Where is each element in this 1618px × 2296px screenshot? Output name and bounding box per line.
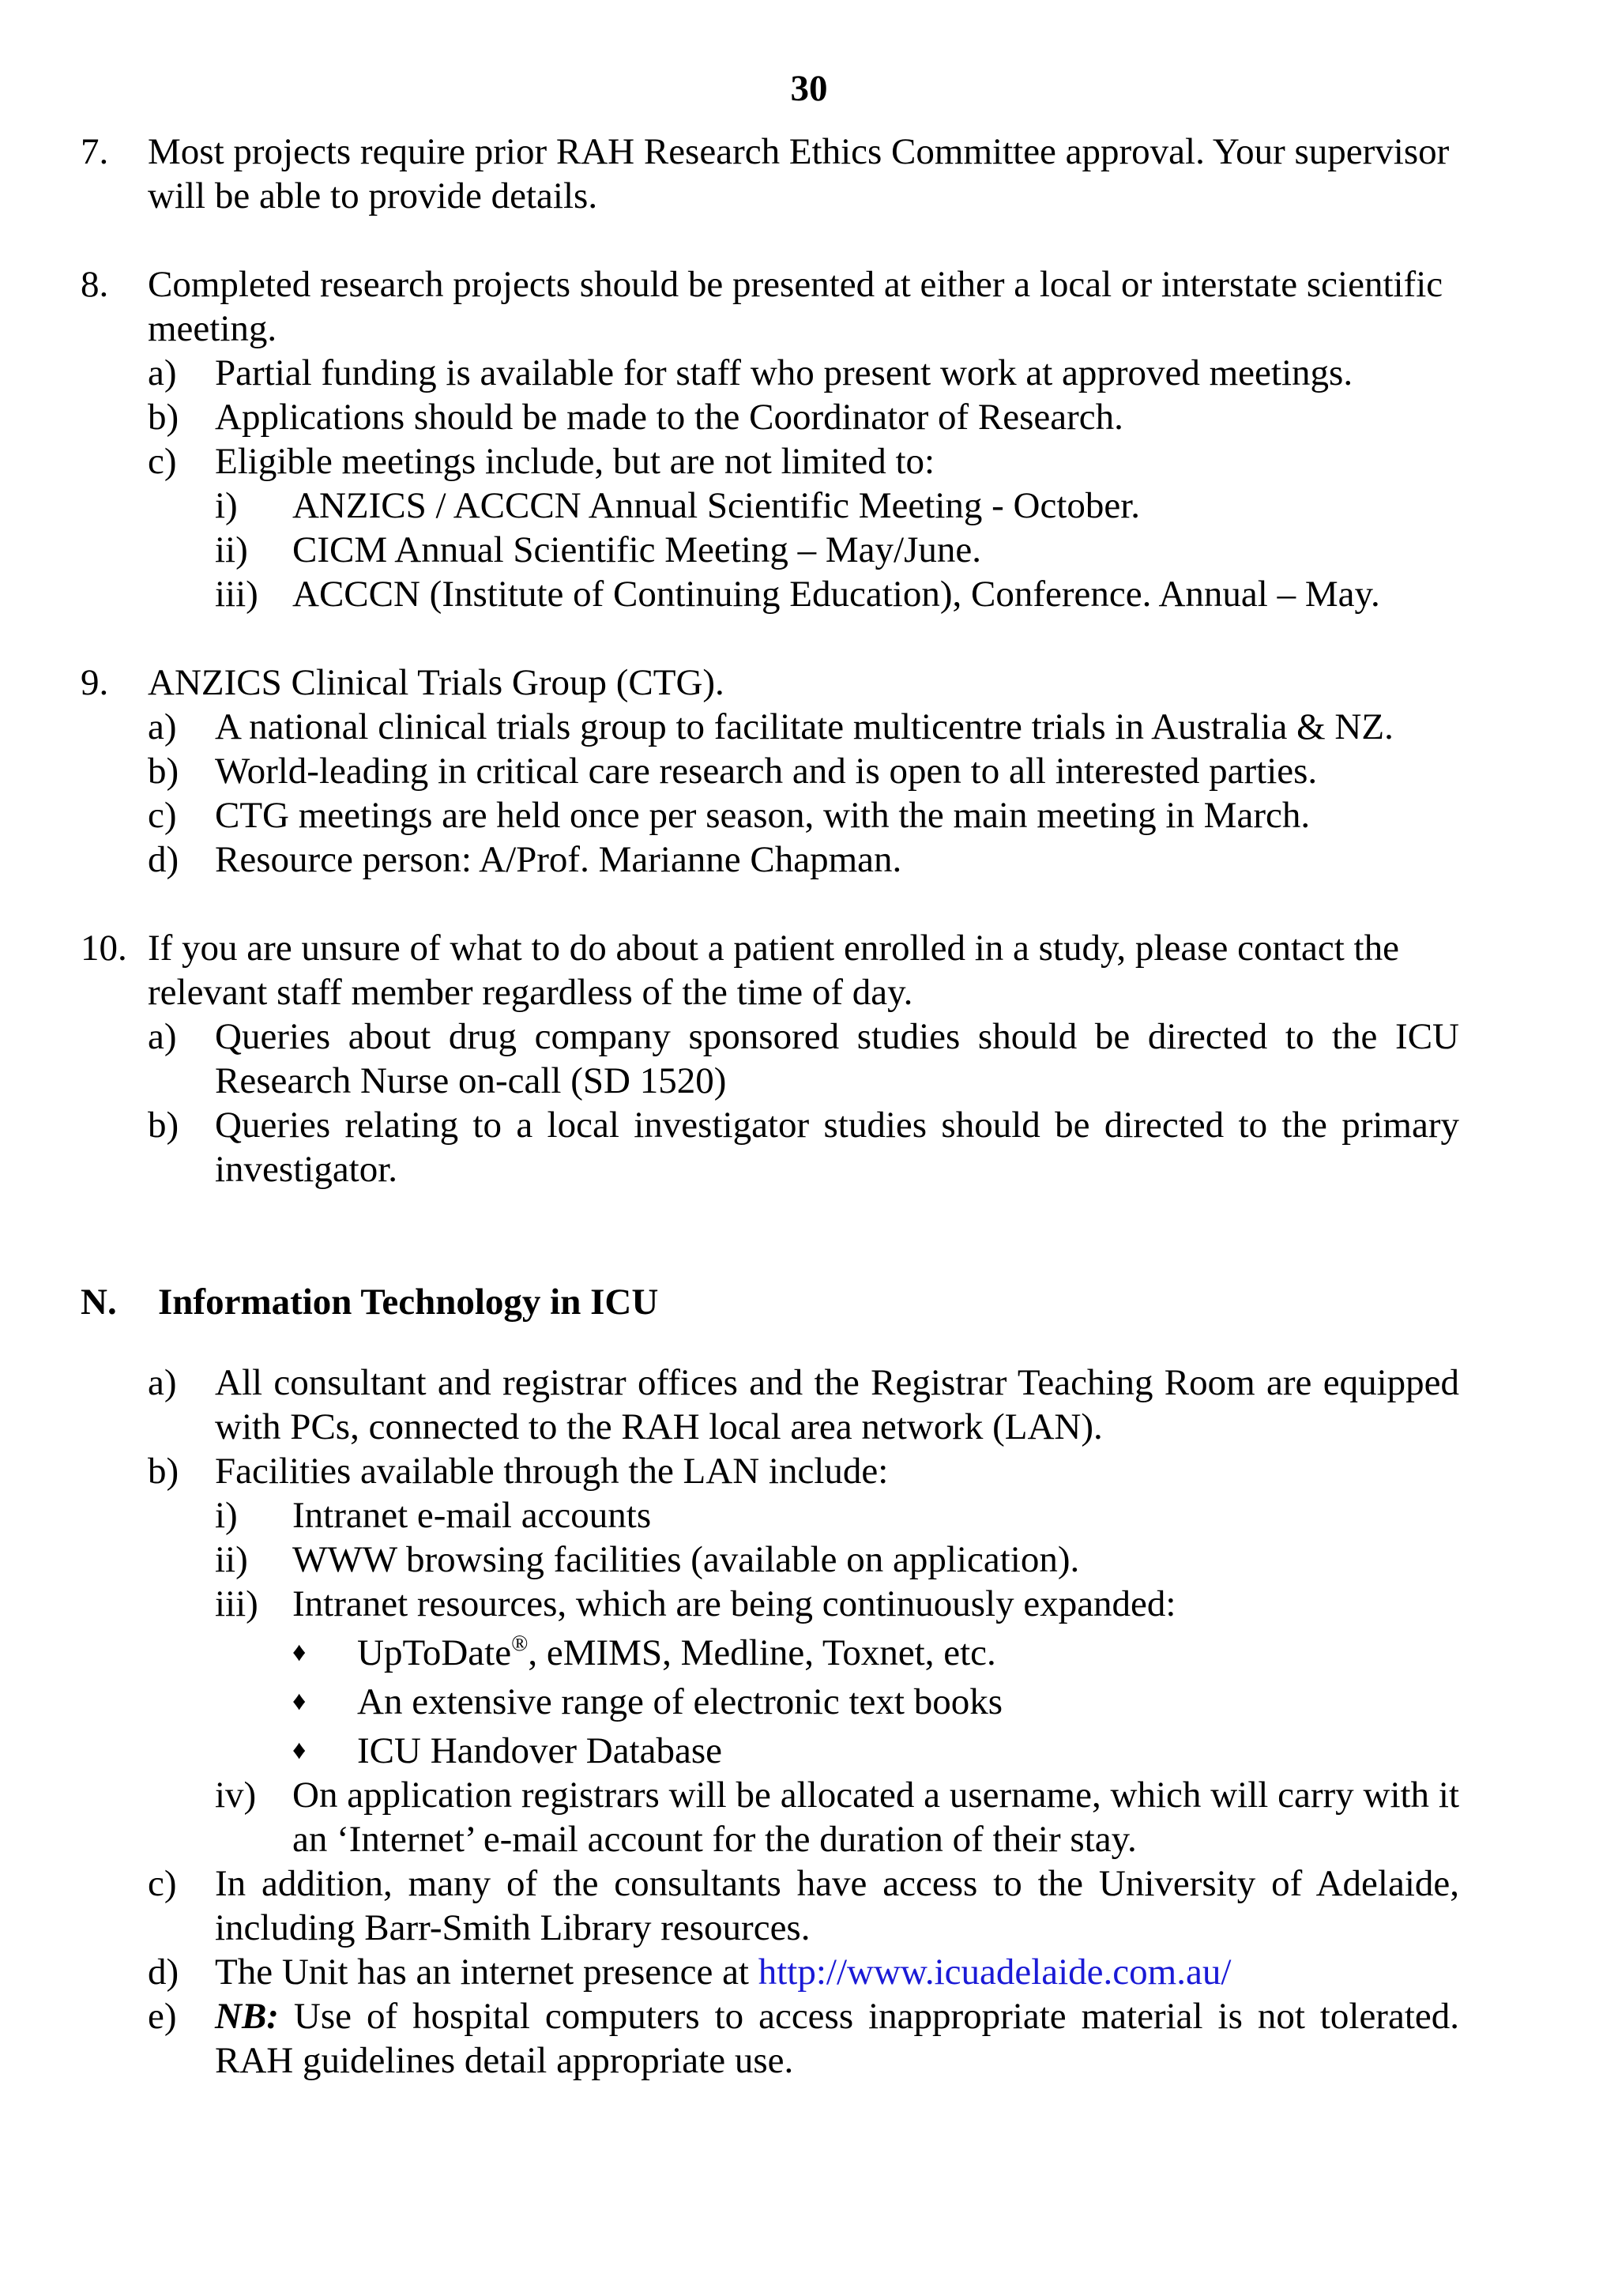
bullet-item — [81, 1680, 1459, 1724]
nb-label: NB: — [215, 1996, 279, 2037]
sub-item — [81, 749, 1459, 793]
sub-item — [81, 1361, 1459, 1449]
sub-item-mark: c) — [148, 795, 177, 836]
sub-item — [81, 1014, 1459, 1103]
sub-sub-item — [81, 1773, 1459, 1861]
sub-sub-item-text: Intranet e-mail accounts — [292, 1495, 652, 1536]
sub-item-mark: b) — [148, 1451, 179, 1492]
sub-item — [81, 705, 1459, 749]
sub-sub-item-mark: ii) — [215, 1539, 248, 1580]
sub-item-text: Partial funding is available for staff who present work at approved meetings. — [215, 352, 1353, 393]
sub-item-text: Queries about drug company sponsored studies should be directed to the ICU Research Nurse on-call (SD 1520) — [215, 1016, 1459, 1101]
sub-item — [81, 1994, 1459, 2083]
sub-item-mark: c) — [148, 1863, 177, 1904]
bullet-item — [81, 1631, 1459, 1675]
list-item-9 — [81, 661, 1459, 705]
sub-sub-item — [81, 1538, 1459, 1582]
sub-item-mark: e) — [148, 1996, 177, 2037]
sub-item-mark: a) — [148, 1016, 177, 1057]
sub-sub-item — [81, 528, 1459, 572]
sub-sub-item-text: Intranet resources, which are being continuously expanded: — [292, 1583, 1176, 1624]
sub-sub-item-mark: iv) — [215, 1775, 257, 1816]
item-text: If you are unsure of what to do about a patient enrolled in a study, please contact the relevant staff member regardless of the time of day. — [148, 928, 1399, 1013]
sub-item-mark: b) — [148, 397, 179, 438]
sub-item-text: A national clinical trials group to facilitate multicentre trials in Australia & NZ. — [215, 706, 1394, 747]
sub-item-text: World-leading in critical care research and is open to all interested parties. — [215, 751, 1318, 792]
sub-item-text: All consultant and registrar offices and the Registrar Teaching Room are equipped with PCs, connected to the RAH local area network (LAN). — [215, 1362, 1459, 1447]
diamond-bullet-icon: ♦ — [292, 1736, 307, 1765]
sub-sub-item-text: CICM Annual Scientific Meeting – May/June. — [292, 529, 982, 570]
sub-item-text: CTG meetings are held once per season, with the main meeting in March. — [215, 795, 1311, 836]
sub-item-mark: a) — [148, 1362, 177, 1403]
sub-sub-item-mark: iii) — [215, 574, 258, 615]
section-letter: N. — [81, 1282, 117, 1323]
sub-sub-item-mark: i) — [215, 485, 238, 526]
bullet-item — [81, 1729, 1459, 1773]
sub-sub-item-text: On application registrars will be allocated a username, which will carry with it an ‘Internet’ e-mail account for the duration of their stay. — [292, 1775, 1459, 1860]
list-item-7 — [81, 130, 1459, 218]
sub-item-mark: c) — [148, 441, 177, 482]
sub-item-text: NB: Use of hospital computers to access inappropriate material is not tolerated. RAH guidelines detail appropriate use. — [215, 1996, 1459, 2081]
bullet-text: ICU Handover Database — [357, 1730, 722, 1771]
sub-sub-item-mark: i) — [215, 1495, 238, 1536]
sub-item-text: The Unit has an internet presence at http://www.icuadelaide.com.au/ — [215, 1952, 1232, 1993]
sub-item — [81, 395, 1459, 439]
sub-item — [81, 1103, 1459, 1191]
section-title: Information Technology in ICU — [158, 1282, 659, 1323]
sub-sub-item-text: WWW browsing facilities (available on application). — [292, 1539, 1080, 1580]
diamond-bullet-icon: ♦ — [292, 1687, 307, 1716]
sub-item-mark: d) — [148, 1952, 179, 1993]
sub-item — [81, 1861, 1459, 1950]
sub-item — [81, 351, 1459, 395]
bullet-text: An extensive range of electronic text books — [357, 1681, 1003, 1722]
sub-sub-item-text: ACCCN (Institute of Continuing Education), Conference. Annual – May. — [292, 574, 1380, 615]
item-number: 8. — [81, 264, 109, 305]
sub-sub-item — [81, 484, 1459, 528]
sub-sub-item — [81, 1582, 1459, 1626]
item-text: Most projects require prior RAH Research Ethics Committee approval. Your supervisor will be able to provide details. — [148, 131, 1450, 216]
list-item-10 — [81, 926, 1459, 1014]
item-number: 9. — [81, 662, 109, 703]
sub-item-mark: a) — [148, 352, 177, 393]
sub-item-mark: d) — [148, 839, 179, 880]
sub-item-text: In addition, many of the consultants have access to the University of Adelaide, including Barr-Smith Library resources. — [215, 1863, 1459, 1948]
page-content — [81, 130, 1459, 2083]
item-number: 7. — [81, 131, 109, 172]
diamond-bullet-icon: ♦ — [292, 1638, 307, 1667]
list-item-8 — [81, 262, 1459, 351]
unit-website-link[interactable]: http://www.icuadelaide.com.au/ — [758, 1952, 1232, 1993]
sub-sub-item-mark: ii) — [215, 529, 248, 570]
sub-item-mark: b) — [148, 1105, 179, 1146]
sub-sub-item-mark: iii) — [215, 1583, 258, 1624]
sub-item-text: Queries relating to a local investigator studies should be directed to the primary investigator. — [215, 1105, 1459, 1190]
section-heading — [81, 1280, 1459, 1324]
sub-item-text: Applications should be made to the Coordinator of Research. — [215, 397, 1123, 438]
sub-item — [81, 1449, 1459, 1493]
sub-item-text: Facilities available through the LAN include: — [215, 1451, 889, 1492]
sub-sub-item — [81, 572, 1459, 616]
sub-item — [81, 439, 1459, 484]
sub-item-mark: a) — [148, 706, 177, 747]
bullet-text: UpToDate®, eMIMS, Medline, Toxnet, etc. — [357, 1632, 996, 1673]
sub-sub-item-text: ANZICS / ACCCN Annual Scientific Meeting - October. — [292, 485, 1141, 526]
sub-item — [81, 1950, 1459, 1994]
sub-item — [81, 793, 1459, 837]
sub-item-text: Resource person: A/Prof. Marianne Chapman. — [215, 839, 902, 880]
sub-sub-item — [81, 1493, 1459, 1538]
item-text: ANZICS Clinical Trials Group (CTG). — [148, 662, 724, 703]
item-number: 10. — [81, 928, 127, 969]
item-text: Completed research projects should be presented at either a local or interstate scientific meeting. — [148, 264, 1443, 349]
sub-item — [81, 837, 1459, 882]
sub-item-mark: b) — [148, 751, 179, 792]
sub-item-text: Eligible meetings include, but are not limited to: — [215, 441, 935, 482]
page-number: 30 — [790, 68, 828, 109]
